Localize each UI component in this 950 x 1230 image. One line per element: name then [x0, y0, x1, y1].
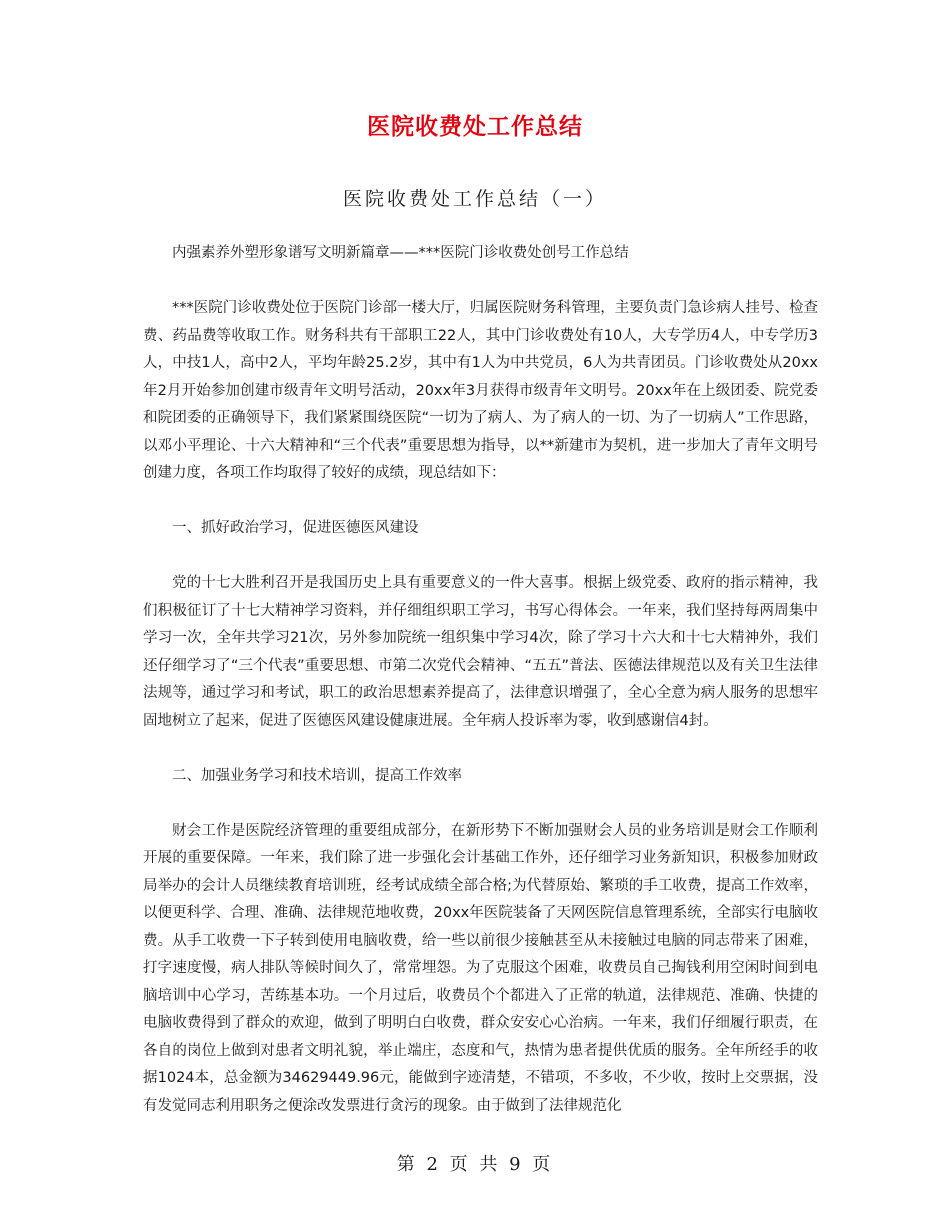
section-heading-2: 二、加强业务学习和技术培训，提高工作效率 — [172, 767, 462, 784]
body-paragraph: ***医院门诊收费处位于医院门诊部一楼大厅，归属医院财务科管理，主要负责门急诊病人挂号、检查费、药品费等收取工作。财务科共有干部职工22人，其中门诊收费处有10人，大专学历4人，中专学历3人，中技1人，高中2人，平均年龄25.2岁，其中有1人为中共党员，6人为共青团员。门诊收费处从20xx年2月开始参加创建市级青年文明号活动，20xx年3月获得市级青年文明号。20xx年在上级团委、院党委和院团委的正确领导下，我们紧紧围绕医院“一切为了病人、为了病人的一切、为了一切病人”工作思路，以邓小平理论、十六大精神和“三个代表”重要思想为指导，以**新建市为契机，进一步加大了青年文明号创建力度，各项工作均取得了较好的成绩，现总结如下： — [143, 300, 818, 481]
document-body — [143, 240, 818, 1148]
section-heading-1: 一、抓好政治学习，促进医德医风建设 — [172, 520, 419, 536]
intro-heading: 内强素养外塑形象谱写文明新篇章——***医院门诊收费处创号工作总结 — [172, 245, 629, 261]
body-paragraph: 财会工作是医院经济管理的重要组成部分，在新形势下不断加强财会人员的业务培训是财会工作顺利开展的重要保障。一年来，我们除了进一步强化会计基础工作外，还仔细学习业务新知识，积极参加财政局举办的会计人员继续教育培训班，经考试成绩全部合格;为代替原始、繁琐的手工收费，提高工作效率，以便更科学、合理、准确、法律规范地收费，20xx年医院装备了天网医院信息管理系统，全部实行电脑收费。从手工收费一下子转到使用电脑收费，给一些以前很少接触甚至从未接触过电脑的同志带来了困难，打字速度慢，病人排队等候时间久了，常常埋怨。为了克服这个困难，收费员自己掏钱利用空闲时间到电脑培训中心学习，苦练基本功。一个月过后，收费员个个都进入了正常的轨道，法律规范、准确、快捷的电脑收费得到了群众的欢迎，做到了明明白白收费，群众安安心心治病。一年来，我们仔细履行职责，在各自的岗位上做到对患者文明礼貌，举止端庄，态度和气，热情为患者提供优质的服务。全年所经手的收据1024本，总金额为34629449.96元，能做到字迹清楚，不错项，不多收，不少收，按时上交票据，没有发觉同志利用职务之便涂改发票进行贪污的现象。由于做到了法律规范化 — [143, 822, 818, 1114]
document-subtitle: 医院收费处工作总结（一） — [342, 188, 607, 210]
document-title: 医院收费处工作总结 — [367, 114, 583, 140]
body-paragraph: 党的十七大胜利召开是我国历史上具有重要意义的一件大喜事。根据上级党委、政府的指示精神，我们积极征订了十七大精神学习资料，并仔细组织职工学习，书写心得体会。一年来，我们坚持每两周集中学习一次，全年共学习21次，另外参加院统一组织集中学习4次，除了学习十六大和十七大精神外，我们还仔细学习了“三个代表”重要思想、市第二次党代会精神、“五五”普法、医德法律规范以及有关卫生法律法规等，通过学习和考试，职工的政治思想素养提高了，法律意识增强了，全心全意为病人服务的思想牢固地树立了起来，促进了医德医风建设健康进展。全年病人投诉率为零，收到感谢信4封。 — [143, 575, 818, 729]
page-number-footer: 第 2 页 共 9 页 — [396, 1154, 554, 1175]
